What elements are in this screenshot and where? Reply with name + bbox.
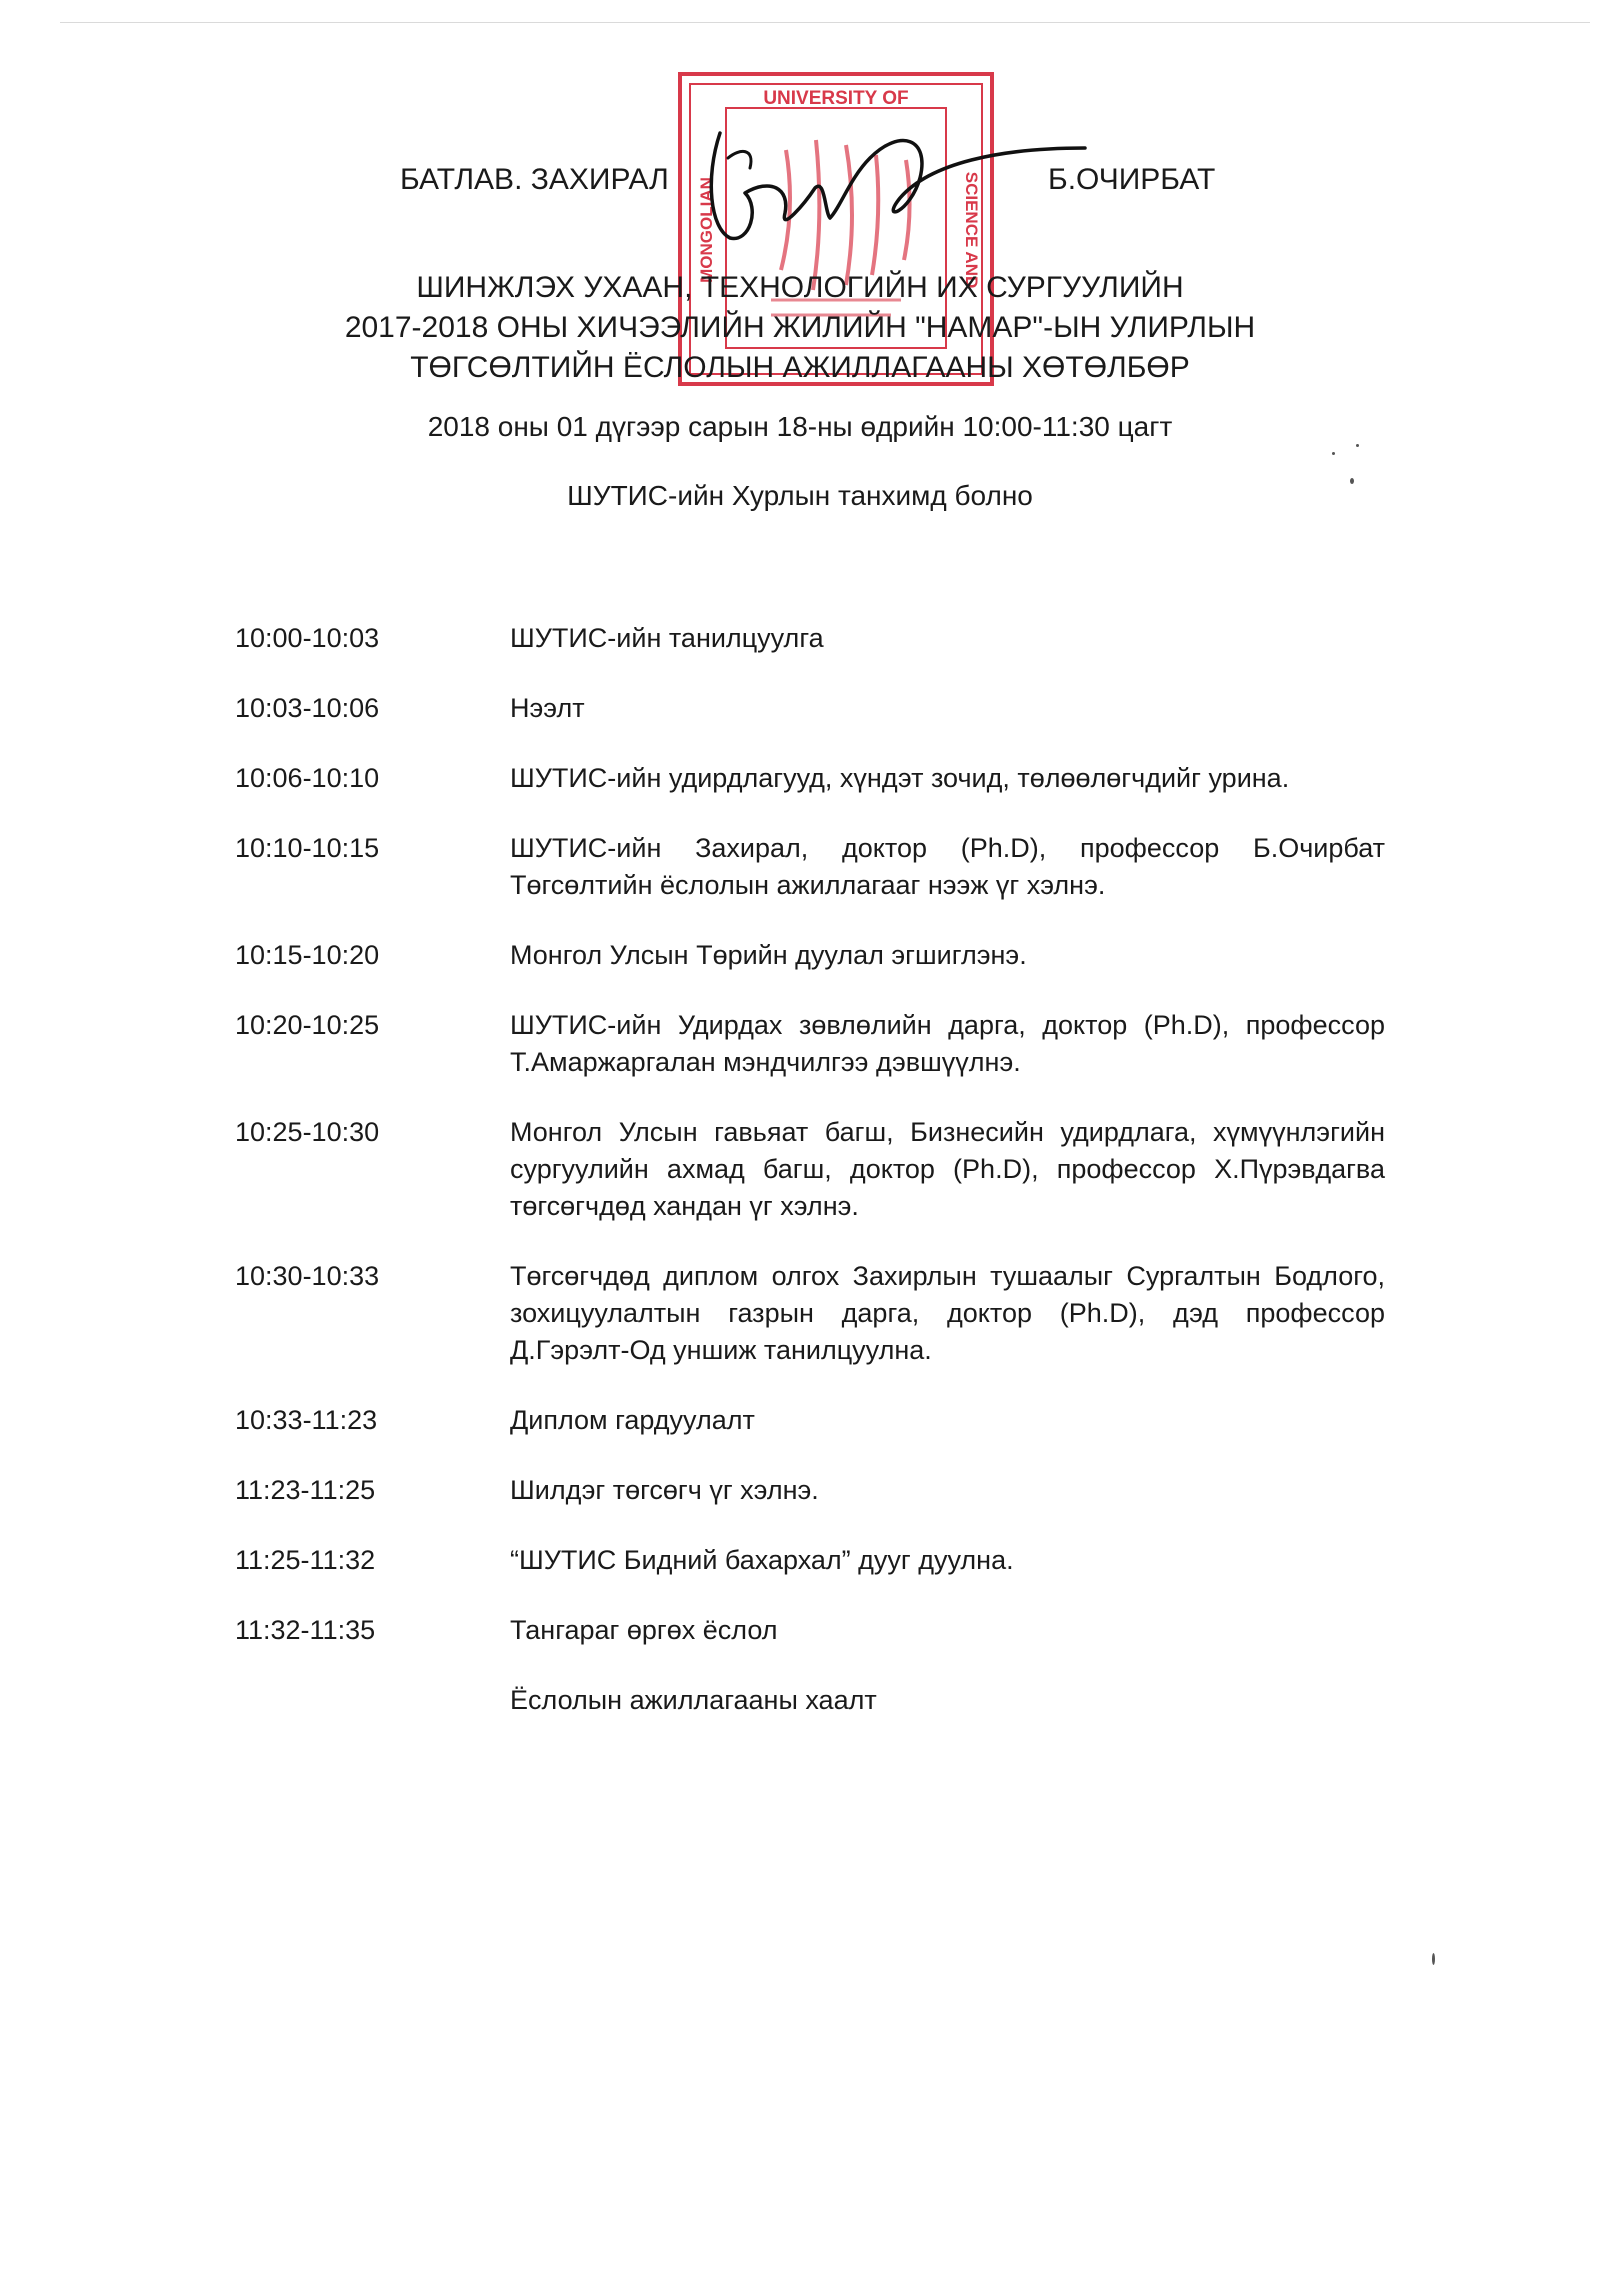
title-line-1: ШИНЖЛЭХ УХААН, ТЕХНОЛОГИЙН ИХ СУРГУУЛИЙН: [416, 271, 1184, 304]
schedule-time: 10:33-11:23: [235, 1405, 378, 1435]
approval-label: БАТЛАВ. ЗАХИРАЛ: [400, 163, 669, 196]
schedule-item: ШУТИС-ийн удирдлагууд, хүндэт зочид, төлөөлөгчдийг урина.: [510, 763, 1290, 793]
schedule-time: 10:25-10:30: [235, 1117, 380, 1147]
schedule-row: [235, 1114, 1385, 1225]
signature-icon: [700, 118, 1090, 248]
schedule-time: 11:32-11:35: [235, 1615, 376, 1645]
schedule-row: [235, 760, 1385, 797]
schedule-row: [235, 1612, 1385, 1649]
schedule-item: Тангараг өргөх ёслол: [510, 1615, 778, 1645]
schedule-time: 10:10-10:15: [235, 833, 380, 863]
scan-edge-line: [60, 22, 1590, 23]
title-line-2: 2017-2018 ОНЫ ХИЧЭЭЛИЙН ЖИЛИЙН "НАМАР"-ЫН УЛИРЛЫН: [344, 311, 1256, 344]
schedule-item: ШУТИС-ийн танилцуулга: [510, 623, 824, 653]
schedule-row: [235, 1472, 1385, 1509]
schedule-row: [235, 937, 1385, 974]
schedule-item: ШУТИС-ийн Удирдах зөвлөлийн дарга, доктор (Ph.D), профессор Т.Амаржаргалан мэндчилгээ дэвшүүлнэ.: [510, 1010, 1385, 1077]
director-name: Б.ОЧИРБАТ: [1048, 163, 1216, 196]
schedule-item: ШУТИС-ийн Захирал, доктор (Ph.D), профессор Б.Очирбат Төгсөлтийн ёслолын ажиллагааг нээж үг хэлнэ.: [510, 833, 1385, 900]
schedule-list: [235, 620, 1385, 1752]
schedule-time: 10:06-10:10: [235, 763, 380, 793]
schedule-item: Монгол Улсын Төрийн дуулал эгшиглэнэ.: [510, 940, 1027, 970]
schedule-row: [235, 1542, 1385, 1579]
schedule-row: [235, 1402, 1385, 1439]
event-venue: ШУТИС-ийн Хурлын танхимд болно: [567, 480, 1033, 511]
schedule-item: Төгсөгчдөд диплом олгох Захирлын тушаалыг Сургалтын Бодлого, зохицуулалтын газрын дарга, доктор (Ph.D), дэд профессор Д.Гэрэлт-Од уншиж танилцуулна.: [510, 1261, 1385, 1365]
seal-left-text: MONGOLIAN: [697, 177, 716, 283]
schedule-item: Ёслолын ажиллагааны хаалт: [510, 1685, 877, 1715]
scan-speck: [1432, 1953, 1435, 1965]
schedule-time: 10:03-10:06: [235, 693, 380, 723]
schedule-time: 10:15-10:20: [235, 940, 380, 970]
scan-speck: [1356, 444, 1359, 447]
schedule-item: Нээлт: [510, 693, 585, 723]
seal-right-text: SCIENCE AND: [962, 171, 981, 289]
schedule-row: [235, 620, 1385, 657]
schedule-row: [235, 1258, 1385, 1369]
schedule-time: 11:23-11:25: [235, 1475, 376, 1505]
schedule-time: [235, 1682, 510, 1719]
schedule-row: [235, 1682, 1385, 1719]
scan-speck: [1350, 478, 1354, 484]
schedule-row: [235, 690, 1385, 727]
schedule-time: 11:25-11:32: [235, 1545, 376, 1575]
schedule-item: Монгол Улсын гавьяат багш, Бизнесийн удирдлага, хүмүүнлэгийн сургуулийн ахмад багш, доктор (Ph.D), профессор Х.Пүрэвдагва төгсөгчдөд хандан үг хэлнэ.: [510, 1117, 1385, 1221]
schedule-item: Диплом гардуулалт: [510, 1405, 755, 1435]
schedule-row: [235, 830, 1385, 904]
scan-speck: [1332, 452, 1335, 455]
schedule-time: 10:20-10:25: [235, 1010, 380, 1040]
schedule-time: 10:30-10:33: [235, 1261, 380, 1291]
document-title: [200, 268, 1400, 388]
schedule-item: Шилдэг төгсөгч үг хэлнэ.: [510, 1475, 819, 1505]
event-date: 2018 оны 01 дүгээр сарын 18-ны өдрийн 10:00-11:30 цагт: [427, 411, 1173, 442]
title-line-3: ТӨГСӨЛТИЙН ЁСЛОЛЫН АЖИЛЛАГААНЫ ХӨТӨЛБӨР: [410, 351, 1190, 384]
schedule-row: [235, 1007, 1385, 1081]
schedule-item: “ШУТИС Бидний бахархал” дууг дуулна.: [510, 1545, 1014, 1575]
seal-top-text: UNIVERSITY OF: [763, 88, 909, 109]
schedule-time: 10:00-10:03: [235, 623, 380, 653]
